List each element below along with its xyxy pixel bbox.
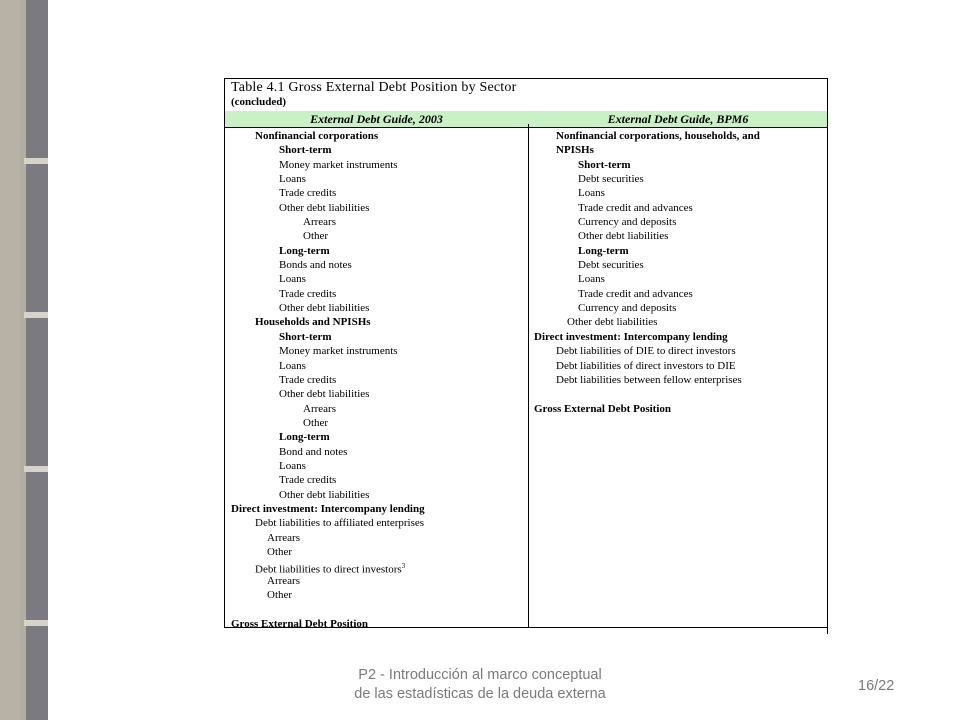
left-column bbox=[225, 129, 527, 631]
left-row-text: Arrears bbox=[303, 216, 336, 229]
right-row bbox=[530, 201, 826, 215]
right-row bbox=[530, 330, 826, 344]
left-row-text: Households and NPISHs bbox=[255, 316, 371, 329]
left-row-text: Money market instruments bbox=[279, 345, 398, 358]
left-row bbox=[225, 373, 527, 387]
left-row-text: Gross External Debt Position bbox=[231, 617, 368, 630]
left-row-text: Other bbox=[267, 589, 293, 601]
sidebar-separator bbox=[24, 312, 48, 318]
right-row-text: Loans bbox=[578, 273, 605, 286]
left-row bbox=[225, 315, 527, 329]
slide-footer bbox=[300, 666, 660, 704]
column-divider bbox=[528, 124, 529, 627]
right-row bbox=[530, 373, 826, 387]
right-row bbox=[530, 315, 826, 329]
right-row-text: Trade credit and advances bbox=[578, 287, 693, 300]
left-row-text: Other bbox=[303, 416, 329, 429]
right-row-text: Debt liabilities of direct investors to DIE bbox=[556, 359, 736, 372]
left-row bbox=[225, 559, 527, 576]
left-row-text: Arrears bbox=[267, 531, 300, 544]
footnote-marker: 3 bbox=[401, 562, 406, 571]
left-row-text: Other debt liabilities bbox=[279, 488, 370, 501]
right-row-text: Short-term bbox=[578, 158, 631, 171]
left-row-text: Debt liabilities to affiliated enterprises bbox=[255, 517, 425, 530]
right-row bbox=[530, 287, 826, 301]
left-row bbox=[225, 172, 527, 186]
right-row-text: Nonfinancial corporations, households, and bbox=[556, 130, 760, 142]
right-row bbox=[530, 215, 826, 229]
left-row-text: Arrears bbox=[303, 402, 336, 415]
right-row bbox=[530, 143, 826, 157]
sidebar-separator bbox=[24, 466, 48, 472]
right-row-text: Debt securities bbox=[578, 259, 644, 272]
left-row-text: Loans bbox=[279, 173, 306, 186]
right-row bbox=[530, 244, 826, 258]
right-row bbox=[530, 186, 826, 200]
left-row-text: Trade credits bbox=[279, 287, 337, 300]
left-row bbox=[225, 502, 527, 516]
left-column-header: External Debt Guide, 2003 bbox=[310, 112, 443, 126]
left-row bbox=[225, 473, 527, 487]
left-row-text: Loans bbox=[279, 273, 306, 286]
left-row bbox=[225, 531, 527, 545]
table-header-band bbox=[225, 111, 827, 128]
left-row bbox=[225, 344, 527, 358]
right-row bbox=[530, 387, 826, 401]
sidebar-separator bbox=[24, 158, 48, 164]
right-row-text: Debt liabilities between fellow enterprises bbox=[556, 373, 742, 386]
table-title: Table 4.1 Gross External Debt Position by Sector bbox=[231, 80, 517, 95]
left-row bbox=[225, 186, 527, 200]
left-row bbox=[225, 430, 527, 444]
left-row-text: Other debt liabilities bbox=[279, 388, 370, 401]
left-row-text: Debt liabilities to direct investors bbox=[255, 563, 402, 576]
left-row bbox=[225, 545, 527, 559]
left-row-text: Short-term bbox=[279, 330, 332, 343]
right-column-header: External Debt Guide, BPM6 bbox=[607, 112, 749, 126]
right-row bbox=[530, 229, 826, 243]
left-row-text: Long-term bbox=[279, 244, 330, 257]
left-row bbox=[225, 201, 527, 215]
right-row bbox=[530, 344, 826, 358]
right-row bbox=[530, 402, 826, 416]
right-row-text: NPISHs bbox=[556, 144, 594, 157]
right-row bbox=[530, 272, 826, 286]
left-row bbox=[225, 416, 527, 430]
left-row bbox=[225, 488, 527, 502]
left-row-text: Bond and notes bbox=[279, 445, 348, 458]
right-row bbox=[530, 301, 826, 315]
debt-position-table bbox=[224, 78, 828, 628]
table-corner-tick bbox=[827, 626, 828, 634]
left-row bbox=[225, 402, 527, 416]
left-row bbox=[225, 330, 527, 344]
left-row bbox=[225, 158, 527, 172]
slide-sidebar bbox=[0, 0, 48, 720]
right-row-text: Debt securities bbox=[578, 173, 644, 186]
left-row bbox=[225, 617, 527, 631]
left-row bbox=[225, 387, 527, 401]
left-row bbox=[225, 258, 527, 272]
left-row-text: Loans bbox=[279, 359, 306, 372]
left-row-text: Other debt liabilities bbox=[279, 201, 370, 214]
right-row-text: Debt liabilities of DIE to direct investors bbox=[556, 345, 736, 358]
left-row-text: Loans bbox=[279, 459, 306, 472]
left-row bbox=[225, 359, 527, 373]
left-row bbox=[225, 272, 527, 286]
right-row bbox=[530, 129, 826, 143]
sidebar-stripe-light bbox=[0, 0, 20, 720]
left-row bbox=[225, 129, 527, 143]
left-row-text: Bonds and notes bbox=[279, 259, 352, 272]
right-row-text: Long-term bbox=[578, 244, 629, 257]
left-row-text: Other bbox=[267, 545, 293, 558]
left-row-text: Trade credits bbox=[279, 187, 337, 200]
left-row bbox=[225, 215, 527, 229]
right-row-text: Loans bbox=[578, 187, 605, 200]
left-row-text: Trade credits bbox=[279, 474, 337, 487]
right-row-text: Trade credit and advances bbox=[578, 201, 693, 214]
left-row bbox=[225, 602, 527, 616]
left-row-text: Arrears bbox=[267, 574, 300, 587]
left-row bbox=[225, 459, 527, 473]
right-row-text: Other debt liabilities bbox=[567, 316, 658, 329]
left-row-text: Other debt liabilities bbox=[279, 302, 370, 315]
left-row bbox=[225, 516, 527, 530]
left-row bbox=[225, 143, 527, 157]
left-row bbox=[225, 229, 527, 243]
right-row bbox=[530, 258, 826, 272]
page-number: 16/22 bbox=[858, 678, 895, 694]
left-row-text: Trade credits bbox=[279, 373, 337, 386]
right-row-text: Direct investment: Intercompany lending bbox=[534, 330, 728, 343]
right-row bbox=[530, 172, 826, 186]
right-row-text: Currency and deposits bbox=[578, 216, 677, 229]
right-column bbox=[530, 129, 826, 416]
sidebar-stripe-dark bbox=[26, 0, 48, 720]
right-row-text: Other debt liabilities bbox=[578, 230, 669, 243]
left-row-text: Money market instruments bbox=[279, 158, 398, 171]
left-row-text: Other bbox=[303, 230, 329, 243]
sidebar-separator bbox=[24, 620, 48, 626]
left-row bbox=[225, 301, 527, 315]
left-row-text: Long-term bbox=[279, 431, 330, 444]
footer-line-1: P2 - Introducción al marco conceptual bbox=[358, 667, 602, 683]
table-subtitle: (concluded) bbox=[231, 96, 286, 108]
right-row-text: Currency and deposits bbox=[578, 302, 677, 315]
left-row-text: Short-term bbox=[279, 144, 332, 157]
left-row bbox=[225, 588, 527, 602]
left-row bbox=[225, 445, 527, 459]
left-row-text: Direct investment: Intercompany lending bbox=[231, 502, 425, 515]
right-row bbox=[530, 158, 826, 172]
left-row-text: Nonfinancial corporations bbox=[255, 130, 379, 142]
left-row bbox=[225, 287, 527, 301]
footer-line-2: de las estadísticas de la deuda externa bbox=[354, 686, 606, 702]
right-row-text: Gross External Debt Position bbox=[534, 402, 671, 415]
left-row bbox=[225, 244, 527, 258]
right-row bbox=[530, 359, 826, 373]
